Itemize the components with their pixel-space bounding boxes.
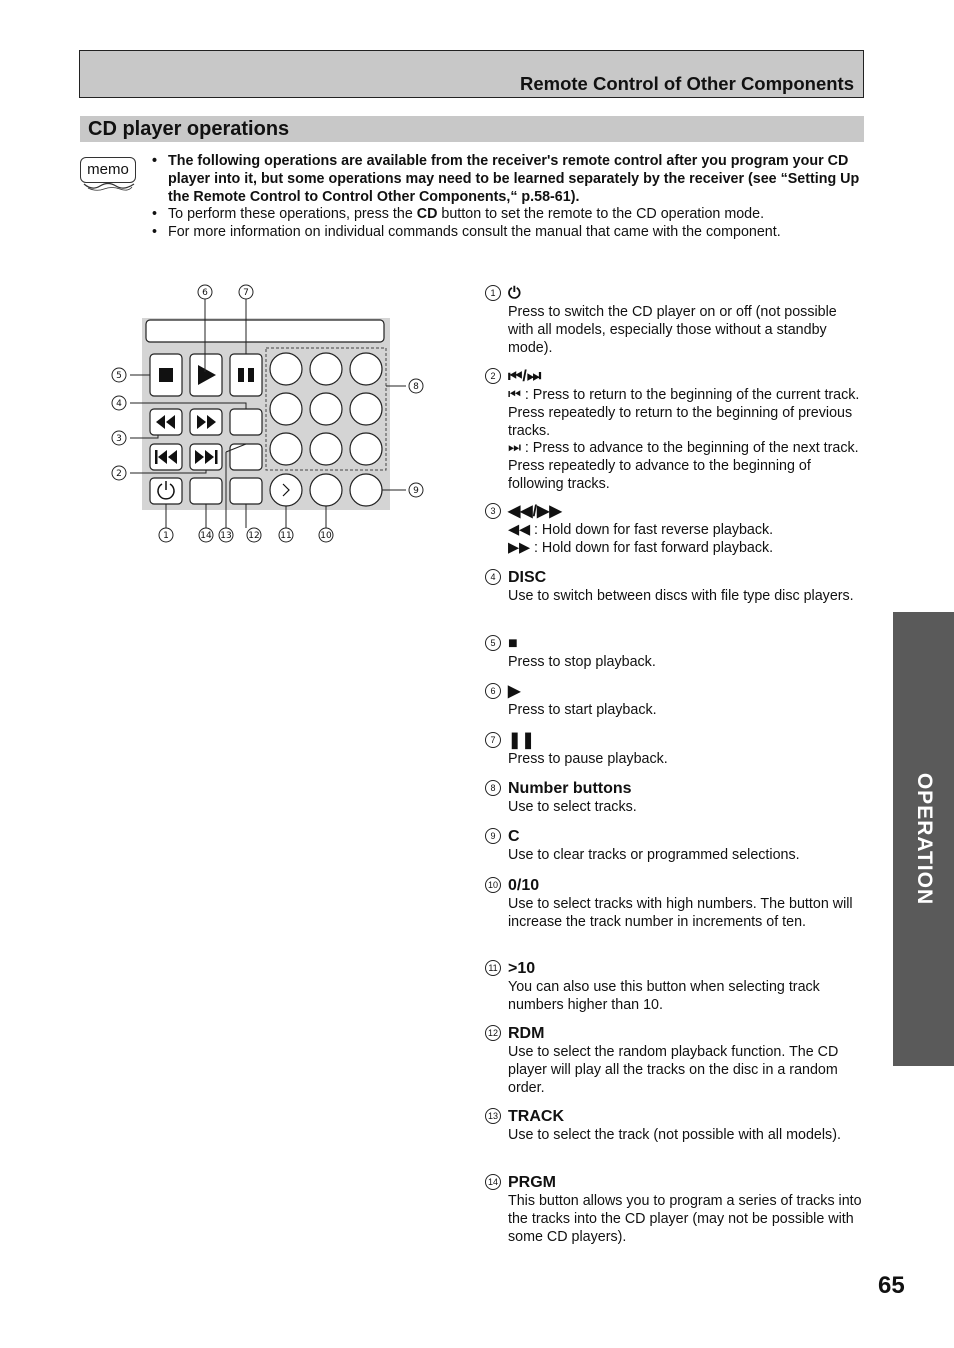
callout-8: 8 (413, 382, 419, 392)
section-title: CD player operations (88, 118, 290, 140)
legend-item-8: 8 Number buttons Use to select tracks. (485, 779, 865, 817)
side-tab-label: OPERATION (912, 772, 936, 906)
remote-display (146, 320, 384, 342)
callout-3: 3 (116, 434, 122, 444)
greater-than-10-button (270, 474, 302, 506)
pause-icon (238, 368, 244, 382)
number-button (350, 353, 382, 385)
header-title: Remote Control of Other Components (519, 73, 854, 94)
callout-2: 2 (116, 469, 122, 479)
legend-item-9: 9 C Use to clear tracks or programmed selections. (485, 827, 865, 865)
legend-item-5: 5 ■ Press to stop playback. (485, 634, 865, 672)
number-button (270, 353, 302, 385)
note-item: • For more information on individual commands consult the manual that came with the component. (152, 224, 781, 241)
number-button (350, 433, 382, 465)
previous-track-icon (155, 450, 158, 464)
legend-item-6: 6 ▶ Press to start playback. (485, 682, 865, 720)
notes-list (152, 153, 867, 242)
callout-5: 5 (116, 371, 122, 381)
callout-13: 13 (220, 531, 232, 541)
legend-item-7: 7 ❚❚ Press to pause playback. (485, 731, 865, 769)
page-number: 65 (878, 1272, 905, 1299)
legend-item-13: 13 TRACK Use to select the track (not possible with all models). (485, 1107, 865, 1145)
number-button (310, 433, 342, 465)
number-button (270, 433, 302, 465)
legend-item-4: 4 DISC Use to switch between discs with file type disc players. (485, 568, 865, 606)
callout-9: 9 (413, 486, 419, 496)
side-tab (893, 612, 954, 1066)
callout-11: 11 (280, 531, 292, 541)
disc-button (230, 409, 262, 435)
callout-12: 12 (248, 531, 260, 541)
legend-item-2: 2 ⏮/⏭ ⏮ : Press to return to the beginning of the current track. Press repeatedly to return to the beginning of previous tracks. ⏭ : Press to advance to the beginning of the next track. Press repeatedly to advance to the beginning of following tracks. (485, 367, 865, 494)
number-button (310, 353, 342, 385)
legend-item-12: 12 RDM Use to select the random playback function. The CD player will play all the tracks on the disc in a random order. (485, 1024, 865, 1097)
note-item: • To perform these operations, press the CD button to set the remote to the CD operation mode. (152, 206, 765, 223)
legend-item-1: 1 ⏻ Press to switch the CD player on or off (not possible with all models, especially those without a standby mode). (485, 284, 865, 357)
cd-button-ref: CD (416, 206, 438, 223)
callout-14: 14 (200, 531, 212, 541)
remote-diagram (100, 280, 440, 550)
number-button (270, 393, 302, 425)
stop-icon (159, 368, 173, 382)
section-bar (80, 116, 864, 142)
memo-wave-graphic (82, 182, 136, 192)
legend-item-11: 11 >10 You can also use this button when selecting track numbers higher than 10. (485, 959, 865, 1015)
note-item: • The following operations are available from the receiver's remote control after you program your CD player into it, but some operations may need to be learned separately by the receiver (see “Setting Up the Remote Control to Control Other Components,“ p.58-61). (152, 153, 860, 205)
number-button (310, 393, 342, 425)
rdm-button (230, 478, 262, 504)
callout-1: 1 (163, 531, 169, 541)
legend-item-10: 10 0/10 Use to select tracks with high numbers. The button will increase the track number in increments of ten. (485, 876, 865, 932)
legend-item-3: 3 ◀◀/▶▶ ◀◀ : Hold down for fast reverse playback. ▶▶ : Hold down for fast forward playback. (485, 502, 865, 558)
prgm-button (190, 478, 222, 504)
track-button (230, 444, 262, 470)
clear-button (350, 474, 382, 506)
legend-item-14: 14 PRGM This button allows you to program a series of tracks into the tracks into the CD player (may not be possible with some CD players). (485, 1173, 865, 1246)
memo-icon (80, 157, 138, 193)
callout-6: 6 (202, 288, 208, 298)
pause-button (230, 354, 262, 396)
callout-10: 10 (320, 531, 332, 541)
callout-7: 7 (243, 288, 249, 298)
memo-label: memo (80, 157, 136, 183)
callout-4: 4 (116, 399, 122, 409)
header-bar (79, 50, 864, 98)
number-button (350, 393, 382, 425)
zero-ten-button (310, 474, 342, 506)
